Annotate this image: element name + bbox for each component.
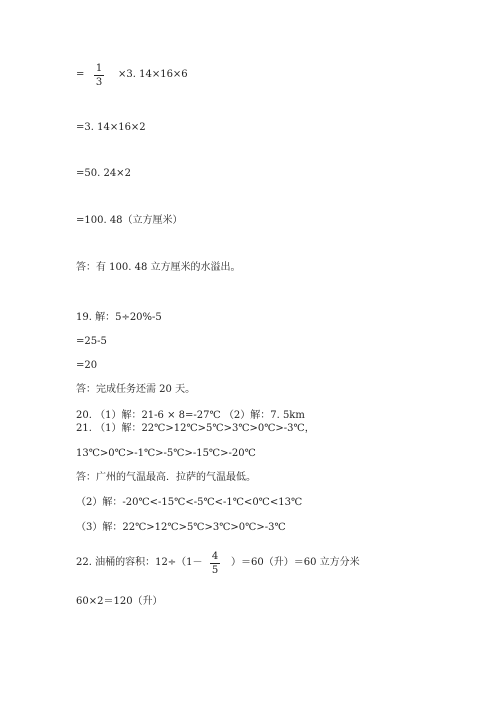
fraction-one-third <box>94 63 104 88</box>
answer-line: 答：有 100. 48 立方厘米的水溢出。 <box>76 262 241 273</box>
problem-line: 22. 油桶的容积：12÷（1－ <box>76 557 203 568</box>
fraction-numerator: 4 <box>211 551 219 562</box>
step-line-suffix: ×3. 14×16×6 <box>118 69 188 80</box>
step-line: （2）解：-20℃<-15℃<-5℃<-1℃<0℃<13℃ <box>76 497 303 508</box>
problem-line: 21. （1）解：22℃>12℃>5℃>3℃>0℃>-3℃， <box>76 423 315 434</box>
step-line <box>76 69 84 81</box>
step-line: =25-5 <box>76 336 107 347</box>
fraction-denominator: 5 <box>211 565 219 576</box>
step-line: 60×2＝120（升） <box>76 596 163 607</box>
step-line: =50. 24×2 <box>76 168 131 179</box>
step-line: 13℃>0℃>-1℃>-5℃>-15℃>-20℃ <box>76 448 256 459</box>
problem-line: 20. （1）解：21-6 × 8=-27℃ （2）解：7. 5km <box>76 410 305 421</box>
fraction-numerator: 1 <box>95 63 103 74</box>
step-line: =20 <box>76 360 98 371</box>
equals-sign: = <box>76 69 85 80</box>
fraction-bar <box>210 563 220 564</box>
step-line: =3. 14×16×2 <box>76 122 146 133</box>
step-line: =100. 48（立方厘米） <box>76 215 183 226</box>
problem-line-suffix: ）＝60（升）＝60 立方分米 <box>231 557 360 568</box>
answer-line: 答：完成任务还需 20 天。 <box>76 384 196 395</box>
fraction-bar <box>94 75 104 76</box>
fraction-denominator: 3 <box>95 77 103 88</box>
step-line: （3）解：22℃>12℃>5℃>3℃>0℃>-3℃ <box>76 522 286 533</box>
problem-line: 19. 解：5÷20%-5 <box>76 312 162 323</box>
answer-line: 答：广州的气温最高．拉萨的气温最低。 <box>76 472 256 483</box>
fraction-four-fifths <box>210 551 220 576</box>
